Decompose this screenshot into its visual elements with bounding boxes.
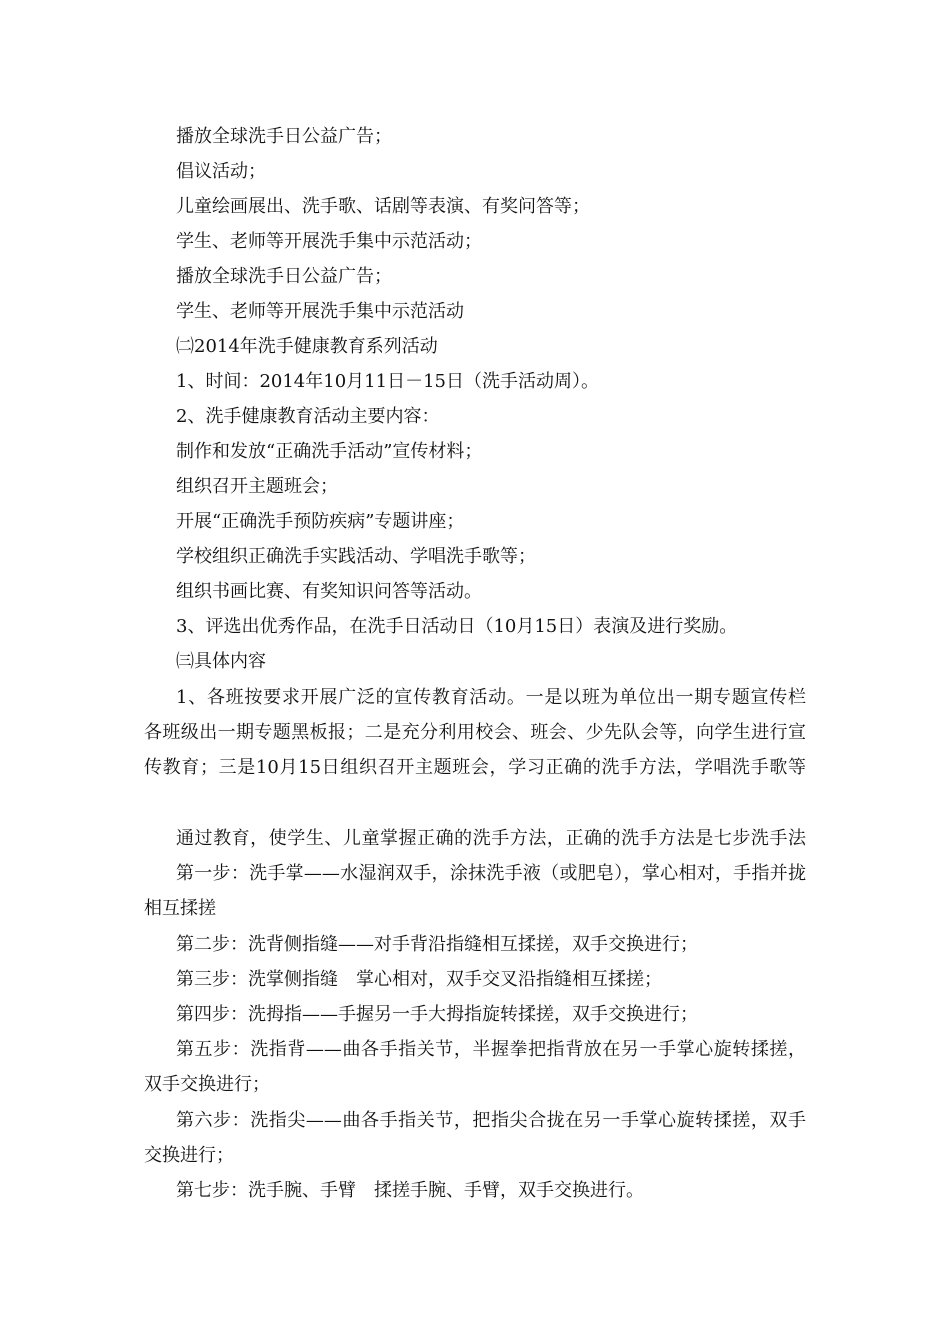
text-line: 制作和发放“正确洗手活动”宣传材料；	[176, 441, 483, 462]
text-line: 传教育；三是10月15日组织召开主题班会，学习正确的洗手方法，学唱洗手歌等	[144, 757, 806, 778]
section-heading: ㈡2014年洗手健康教育系列活动	[176, 336, 438, 357]
text-line: 3、评选出优秀作品，在洗手日活动日（10月15日）表演及进行奖励。	[176, 616, 738, 637]
text-line: 播放全球洗手日公益广告；	[176, 266, 392, 287]
text-line: 组织召开主题班会；	[176, 476, 338, 497]
step-line: 第七步：洗手腕、手臂 揉搓手腕、手臂，双手交换进行。	[176, 1180, 644, 1201]
text-line: 开展“正确洗手预防疾病”专题讲座；	[176, 511, 465, 532]
step-line: 交换进行；	[144, 1145, 234, 1166]
text-line: 通过教育，使学生、儿童掌握正确的洗手方法，正确的洗手方法是七步洗手法	[176, 828, 806, 849]
text-line: 学生、老师等开展洗手集中示范活动；	[176, 231, 482, 252]
text-line: 学校组织正确洗手实践活动、学唱洗手歌等；	[176, 546, 536, 567]
text-line: 1、各班按要求开展广泛的宣传教育活动。一是以班为单位出一期专题宣传栏	[176, 687, 806, 708]
step-line: 第一步：洗手掌——水湿润双手，涂抹洗手液（或肥皂），掌心相对，手指并拢	[176, 863, 806, 884]
step-line: 第三步：洗掌侧指缝 掌心相对，双手交叉沿指缝相互揉搓；	[176, 969, 662, 990]
step-line: 相互揉搓	[144, 898, 216, 919]
text-line: 各班级出一期专题黑板报；二是充分利用校会、班会、少先队会等，向学生进行宣	[144, 722, 806, 743]
step-line: 第四步：洗拇指——手握另一手大拇指旋转揉搓，双手交换进行；	[176, 1004, 698, 1025]
step-line: 第二步：洗背侧指缝——对手背沿指缝相互揉搓，双手交换进行；	[176, 934, 698, 955]
text-line: 1、时间：2014年10月11日－15日（洗手活动周）。	[176, 371, 599, 392]
text-line: 2、洗手健康教育活动主要内容：	[176, 406, 440, 427]
text-line: 组织书画比赛、有奖知识问答等活动。	[176, 581, 482, 602]
text-line: 儿童绘画展出、洗手歌、话剧等表演、有奖问答等；	[176, 196, 590, 217]
step-line: 第六步：洗指尖——曲各手指关节，把指尖合拢在另一手掌心旋转揉搓，双手	[176, 1110, 806, 1131]
step-line: 双手交换进行；	[144, 1074, 270, 1095]
section-heading: ㈢具体内容	[176, 651, 266, 672]
text-line: 学生、老师等开展洗手集中示范活动	[176, 301, 464, 322]
step-line: 第五步：洗指背——曲各手指关节，半握拳把指背放在另一手掌心旋转揉搓，	[176, 1039, 806, 1060]
text-line: 播放全球洗手日公益广告；	[176, 126, 392, 147]
text-line: 倡议活动；	[176, 161, 266, 182]
